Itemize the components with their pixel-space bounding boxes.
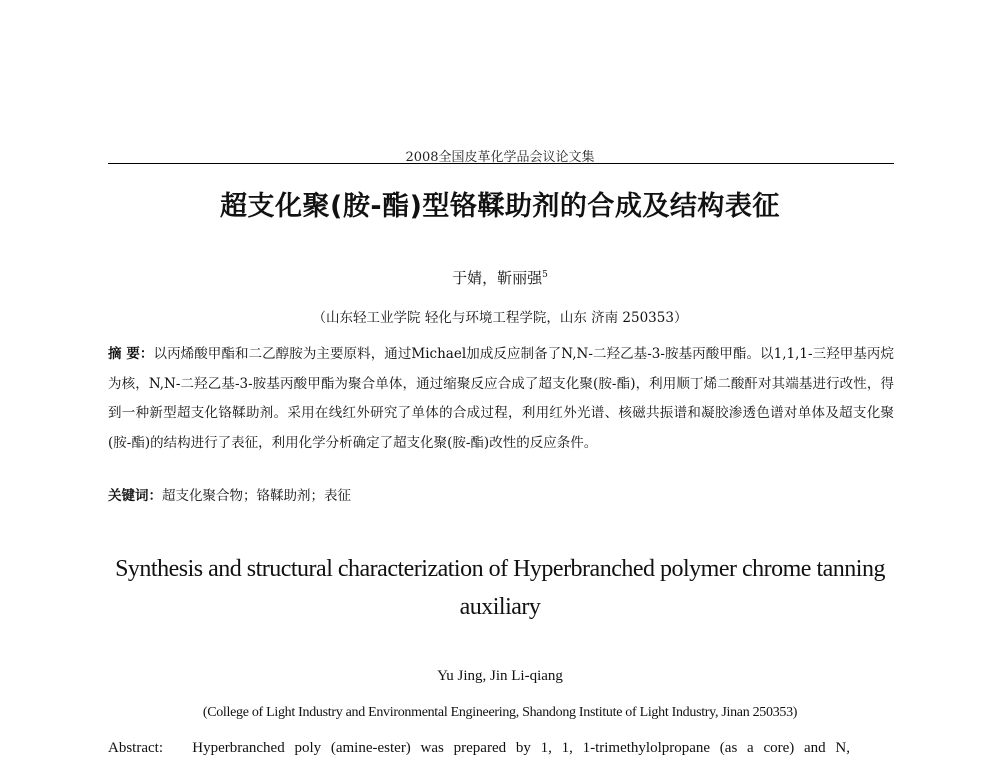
abstract-label: 摘 要： [108,346,154,362]
affiliation: （山东轻工业学院 轻化与环境工程学院，山东 济南 250353） [312,310,688,326]
english-abstract [108,740,894,757]
header-rule [108,163,894,164]
abstract [108,340,894,458]
keywords [108,484,894,504]
english-authors: Yu Jing, Jin Li-qiang [437,668,563,684]
english-title: Synthesis and structural characterization of Hyperbranched polymer chrome tanning auxiliary [115,556,885,620]
paper-title: 超支化聚(胺-酯)型铬鞣助剂的合成及结构表征 [220,191,780,222]
english-affiliation: (College of Light Industry and Environmental Engineering, Shandong Institute of Light Industry, Jinan 250353) [202,705,798,720]
proceedings-header: 2008全国皮革化学品会议论文集 [405,150,595,165]
author-names: 于婧，靳丽强 [452,269,543,287]
abstract-text: 以丙烯酸甲酯和二乙醇胺为主要原料，通过Michael加成反应制备了N,N-二羟乙基-3-胺基丙酸甲酯。以1,1,1-三羟甲基丙烷为核，N,N-二羟乙基-3-胺基丙酸甲酯为聚合单体，通过缩聚反应合成了超支化聚(胺-酯)，利用顺丁烯二酸酐对其端基进行改性，得到一种新型超支化铬鞣助剂。采用在线红外研究了单体的合成过程，利用红外光谱、核磁共振谱和凝胶渗透色谱对单体及超支化聚(胺-酯)的结构进行了表征，利用化学分析确定了超支化聚(胺-酯)改性的反应条件。 [108,346,894,451]
authors [0,267,1000,288]
keywords-label: 关键词： [108,488,162,504]
english-abstract-label: Abstract: [108,740,163,756]
keywords-text: 超支化聚合物；铬鞣助剂；表征 [162,488,351,504]
author-footnote-mark: 5 [542,270,548,280]
english-abstract-text: Hyperbranched poly (amine-ester) was prepared by 1, 1, 1-trimethylolpropane (as a core) and N, [192,740,851,756]
